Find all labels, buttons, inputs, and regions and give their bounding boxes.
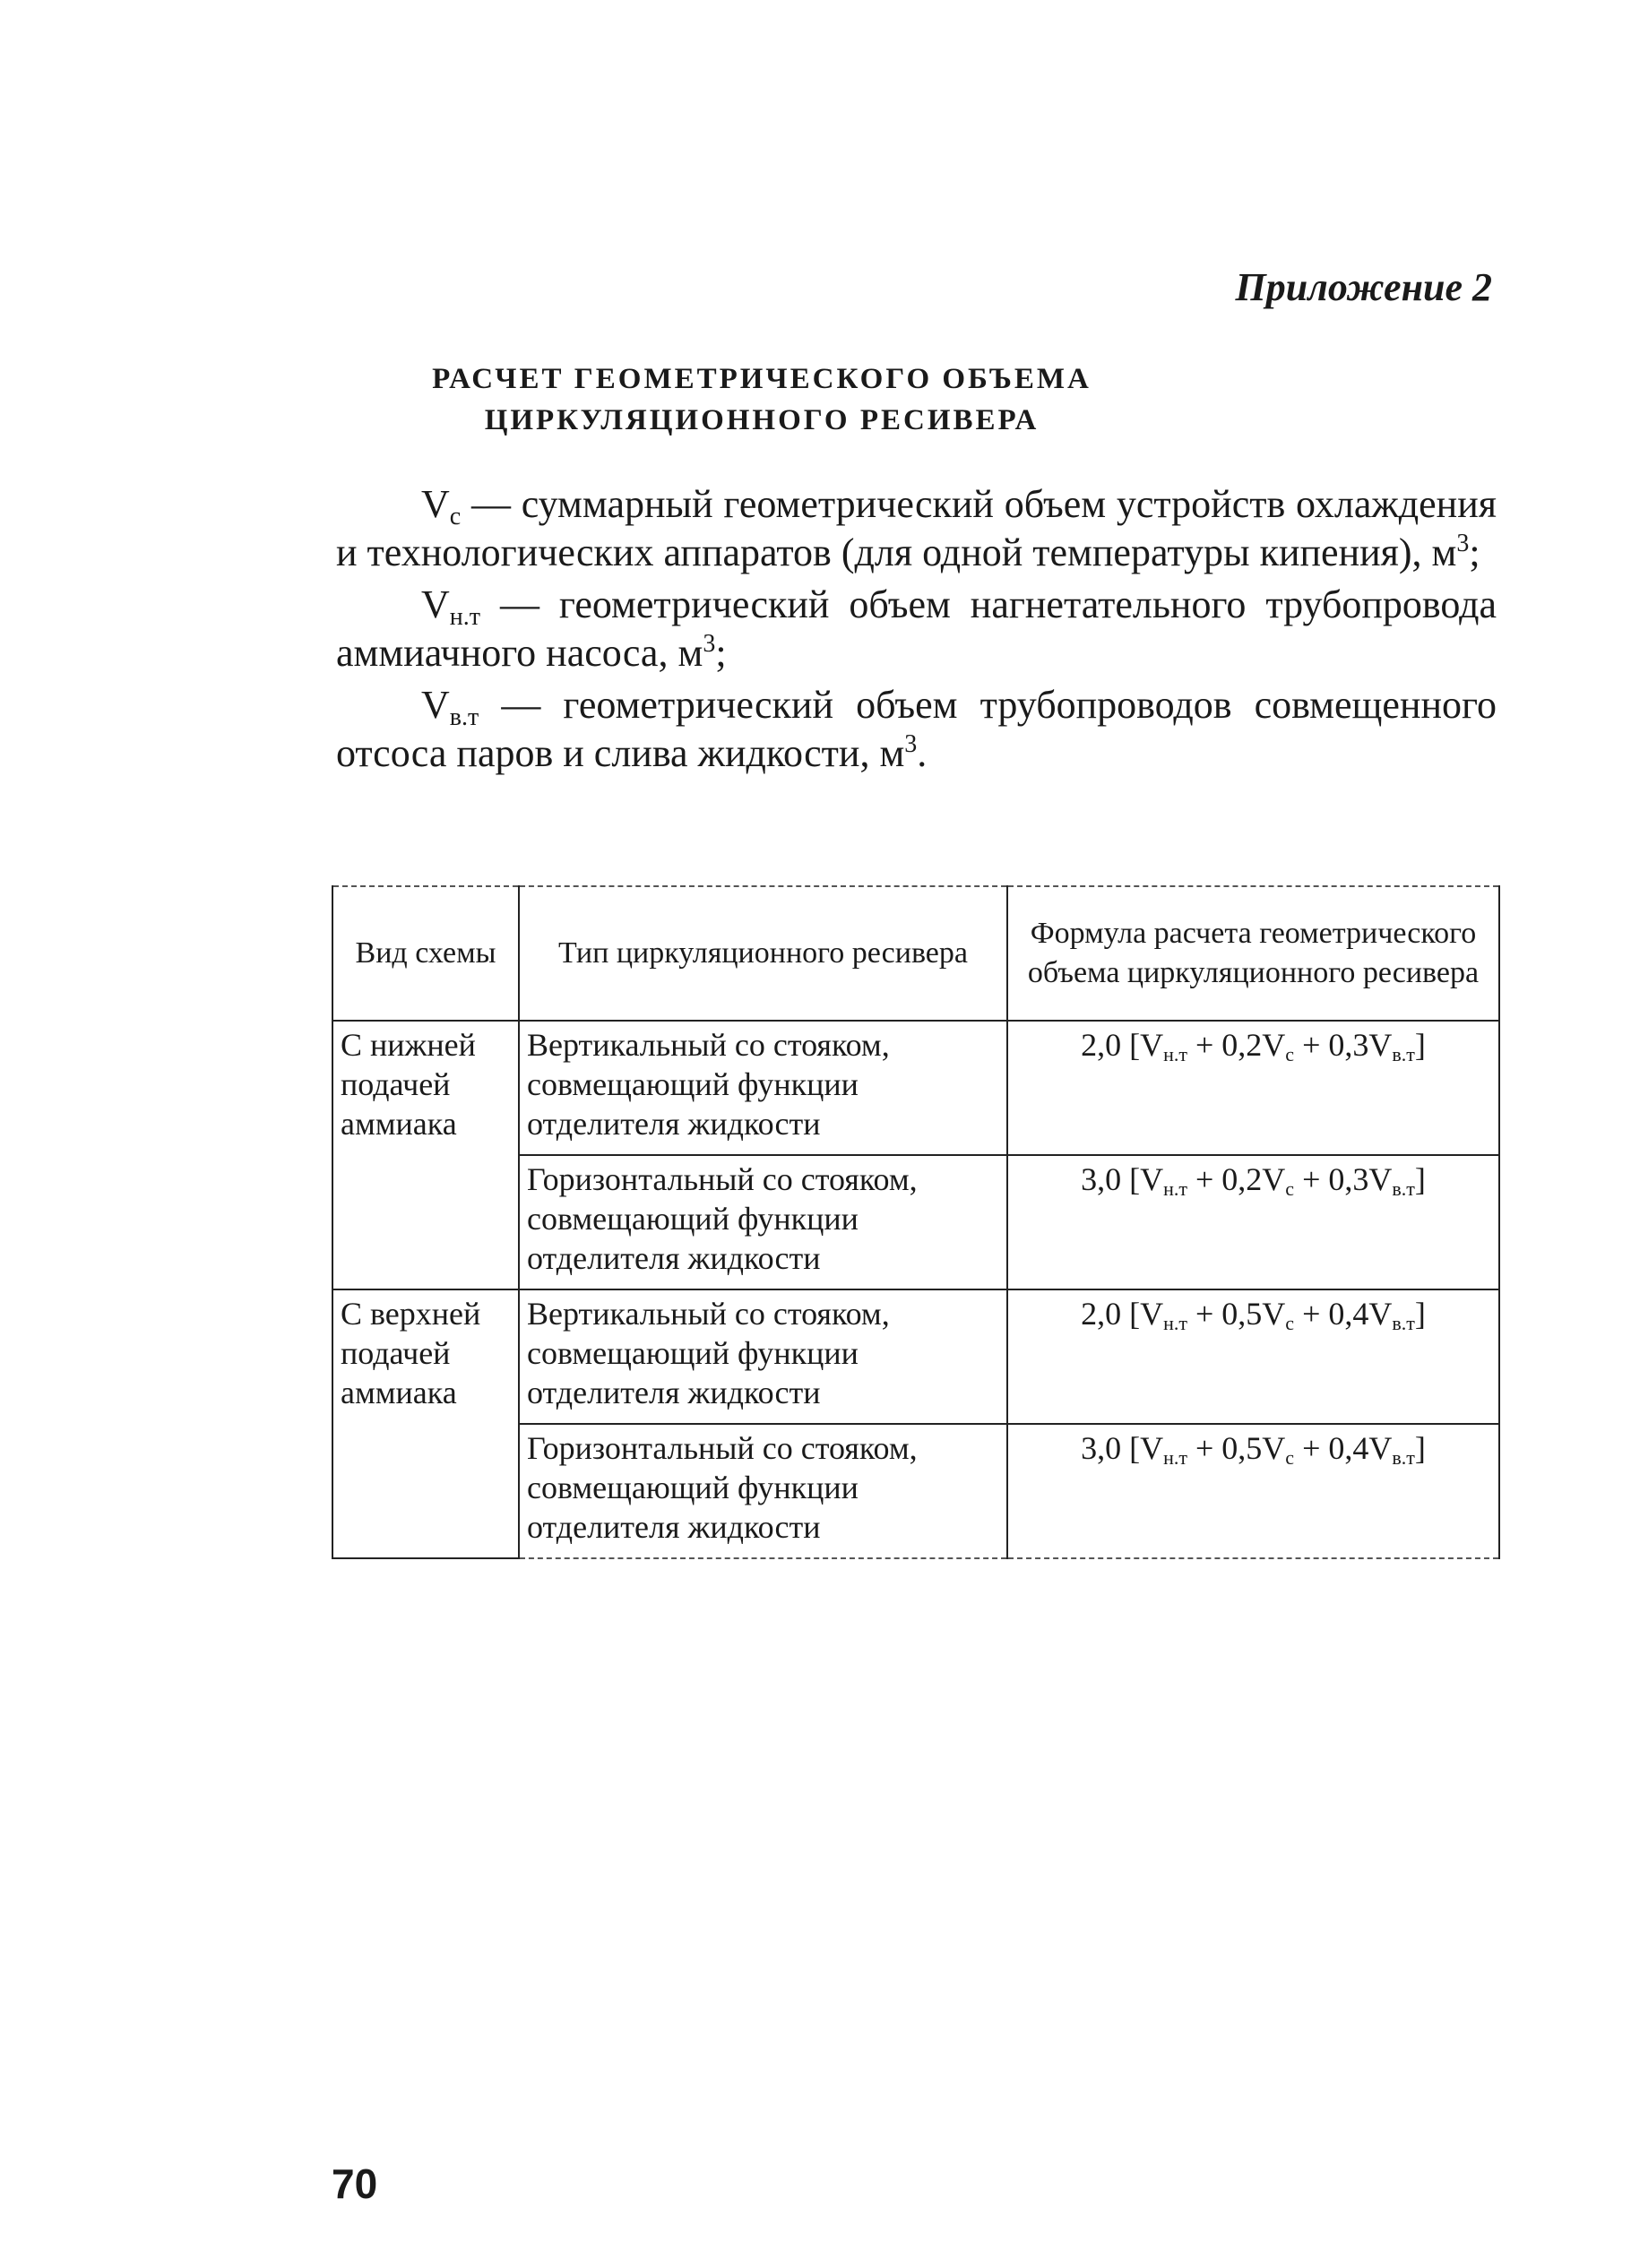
- definition-vc: $V_c$ — суммарный геометрический объем устройств охлаждения и технологических аппаратов (для одной температуры кипения), $м^3$;: [336, 482, 1497, 574]
- page-number: 70: [332, 2160, 378, 2207]
- header-receiver-type: Тип циркуляционного ресивера: [519, 886, 1007, 1021]
- receiver-volume-table: [332, 885, 1500, 1559]
- definition-vnt: $V_{н.т}$ — геометрический объем нагнетательного трубопровода аммиачного насоса, $м^3$;: [336, 582, 1497, 675]
- scheme-cell: С нижней подачей аммиака: [332, 1021, 519, 1289]
- title-line-1: РАСЧЕТ ГЕОМЕТРИЧЕСКОГО ОБЪЕМА: [432, 363, 1092, 395]
- table-row: [332, 1289, 1499, 1424]
- definition-vvt: $V_{в.т}$ — геометрический объем трубопроводов совмещенного отсоса паров и слива жидкости, $м^3$.: [336, 683, 1497, 775]
- table-row: [332, 1021, 1499, 1155]
- formula-cell: 3,0 $[V_{н.т} + 0,2V_c + 0,3V_{в.т}]$: [1007, 1155, 1499, 1289]
- title-line-2: ЦИРКУЛЯЦИОННОГО РЕСИВЕРА: [484, 404, 1040, 436]
- table-header-row: [332, 886, 1499, 1021]
- receiver-type-cell: Вертикальный со стояком, совмещающий функции отделителя жидкости: [519, 1289, 1007, 1424]
- receiver-type-cell: Горизонтальный со стояком, совмещающий функции отделителя жидкости: [519, 1155, 1007, 1289]
- formula-cell: 3,0 $[V_{н.т} + 0,5V_c + 0,4V_{в.т}]$: [1007, 1424, 1499, 1558]
- scheme-cell: С верхней подачей аммиака: [332, 1289, 519, 1558]
- definitions: [336, 480, 1497, 781]
- appendix-label: Приложение 2: [1235, 265, 1492, 309]
- formula-cell: 2,0 $[V_{н.т} + 0,2V_c + 0,3V_{в.т}]$: [1007, 1021, 1499, 1155]
- receiver-type-cell: Вертикальный со стояком, совмещающий функции отделителя жидкости: [519, 1021, 1007, 1155]
- header-formula: Формула расчета геометрического объема циркуляционного ресивера: [1007, 886, 1499, 1021]
- header-scheme: Вид схемы: [332, 886, 519, 1021]
- formula-cell: 2,0 $[V_{н.т} + 0,5V_c + 0,4V_{в.т}]$: [1007, 1289, 1499, 1424]
- receiver-type-cell: Горизонтальный со стояком, совмещающий функции отделителя жидкости: [519, 1424, 1007, 1558]
- page-title: [0, 358, 1523, 441]
